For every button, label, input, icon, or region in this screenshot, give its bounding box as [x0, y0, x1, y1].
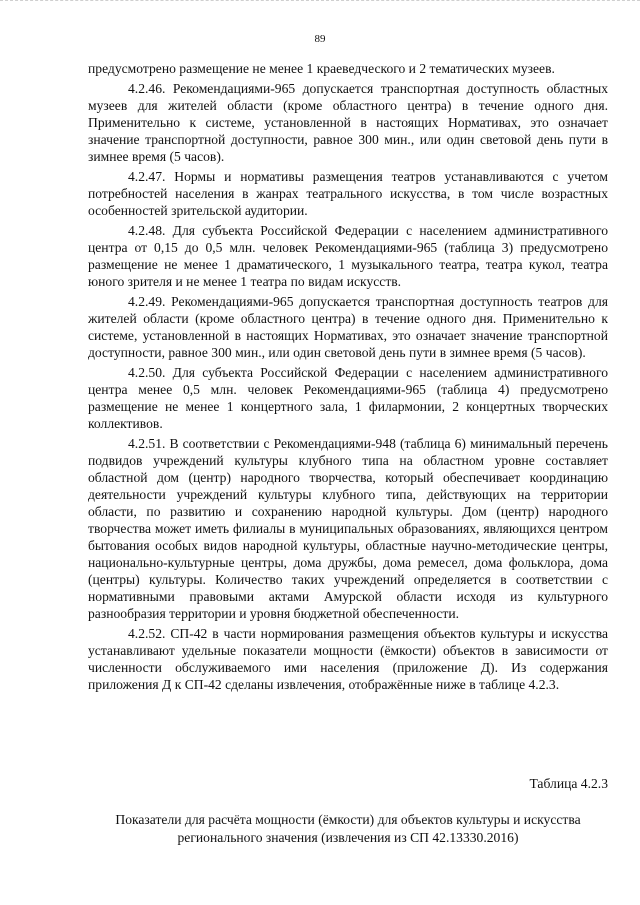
paragraph-4-2-50: 4.2.50. Для субъекта Российской Федерации с населением административного центра менее 0,5 млн. человек Рекомендациями-965 (таблица 4) предусмотрено размещение не менее 1 концертного зала, 1 филармонии, 2 концертных творческих коллективов.	[88, 365, 608, 431]
paragraph-4-2-46: 4.2.46. Рекомендациями-965 допускается транспортная доступность областных музеев для жителей области (кроме областного центра) в течение одного дня. Применительно к системе, установленной в настоящих Нормативах, это означает значение транспортной доступности, равное 300 мин., или один световой день пути в зимнее время (5 часов).	[88, 81, 608, 164]
body-text	[88, 60, 608, 696]
paragraph-4-2-47: 4.2.47. Нормы и нормативы размещения театров устанавливаются с учетом потребностей населения в жанрах театрального искусства, в том числе возрастных особенностей зрительской аудитории.	[88, 169, 608, 218]
table-title: Показатели для расчёта мощности (ёмкости) для объектов культуры и искусства регионального значения (извлечения из СП 42.13330.2016)	[115, 812, 581, 845]
paragraph-4-2-52: 4.2.52. СП-42 в части нормирования размещения объектов культуры и искусства устанавливают удельные показатели мощности (ёмкости) объектов в зависимости от численности обслуживаемого ими населения (приложение Д). Из содержания приложения Д к СП-42 сделаны извлечения, отображённые ниже в таблице 4.2.3.	[88, 626, 608, 692]
paragraph-4-2-49: 4.2.49. Рекомендациями-965 допускается транспортная доступность театров для жителей области (кроме областного центра) в течение одного дня. Применительно к системе, установленной в настоящих Нормативах, это означает значение транспортной доступности, равное 300 мин., или один световой день пути в зимнее время (5 часов).	[88, 294, 608, 360]
paragraph-museums-continued: предусмотрено размещение не менее 1 краеведческого и 2 тематических музеев.	[88, 61, 555, 76]
page-number: 89	[314, 33, 326, 45]
table-label: Таблица 4.2.3	[529, 776, 608, 791]
paragraph-4-2-51: 4.2.51. В соответствии с Рекомендациями-948 (таблица 6) минимальный перечень подвидов учреждений культуры клубного типа на областном уровне составляет областной дом (центр) народного творчества, который обеспечивает координацию деятельности учреждений культуры клубного типа, действующих на территории области, по развитию и сохранению народной культуры. Дом (центр) народного творчества может иметь филиалы в муниципальных образованиях, являющихся центром бытования особых видов народной культуры, областные научно-методические центры, национально-культурные центры, дома дружбы, дома ремесел, дома фольклора, дома (центры) культуры. Количество таких учреждений определяется в соответствии с нормативными правовыми актами Амурской области исходя из культурного разнообразия территории и уровня бюджетной обеспеченности.	[88, 436, 608, 621]
scan-top-edge	[0, 0, 640, 4]
paragraph-4-2-48: 4.2.48. Для субъекта Российской Федерации с населением административного центра от 0,15 до 0,5 млн. человек Рекомендациями-965 (таблица 3) предусмотрено размещение не менее 1 драматического, 1 музыкального театра, театра кукол, театра юного зрителя и не менее 1 театра по видам искусств.	[88, 223, 608, 289]
